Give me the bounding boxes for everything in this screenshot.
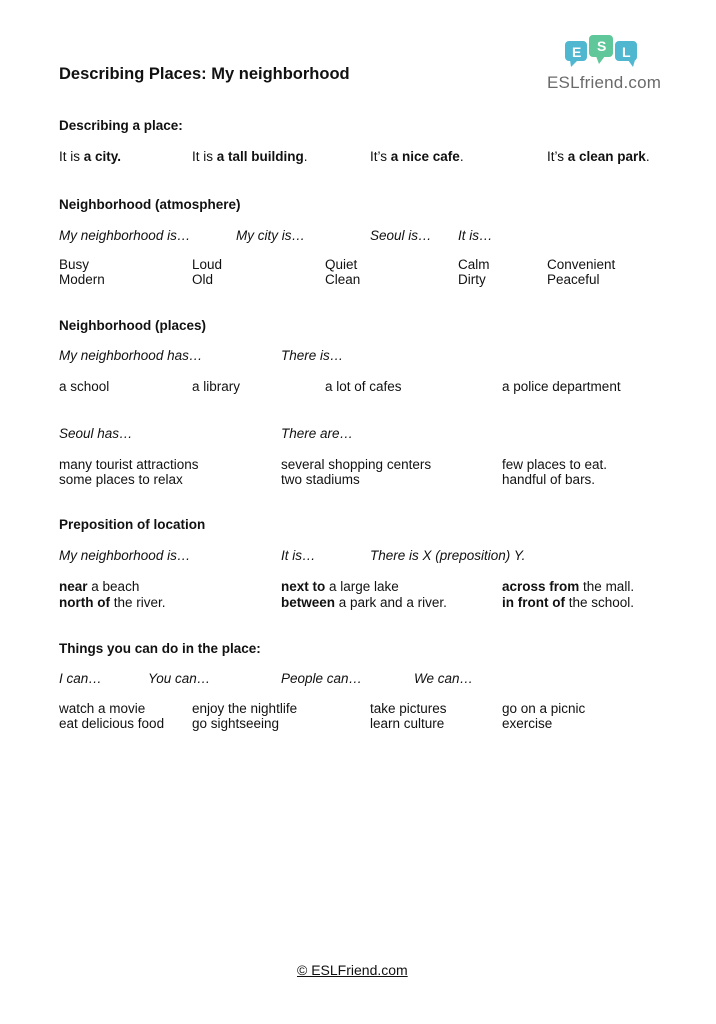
section-heading-activities: Things you can do in the place: [59, 641, 261, 656]
place-item: handful of bars. [502, 472, 596, 487]
adjective: Peaceful [547, 272, 600, 287]
atmosphere-prompt-4: It is… [458, 228, 493, 243]
activity-prompt-4: We can… [414, 671, 474, 686]
activity-prompt-1: I can… [59, 671, 102, 686]
section-heading-atmosphere: Neighborhood (atmosphere) [59, 197, 241, 212]
adjective: Modern [59, 272, 105, 287]
logo-letter-l: L [622, 44, 631, 60]
preposition-phrase: north of the river. [59, 595, 166, 610]
preposition-prompt-3: There is X (preposition) Y. [370, 548, 526, 563]
activity-item: eat delicious food [59, 716, 165, 731]
adjective: Quiet [325, 257, 358, 272]
activity-prompt-2: You can… [148, 671, 211, 686]
place-item: a lot of cafes [325, 379, 402, 394]
describing-sentence-3: It’s a nice cafe. [370, 149, 464, 164]
describing-sentence-2: It is a tall building. [192, 149, 308, 164]
preposition-phrase: across from the mall. [502, 579, 635, 594]
adjective: Calm [458, 257, 490, 272]
section-heading-places: Neighborhood (places) [59, 318, 207, 333]
adjective: Busy [59, 257, 90, 272]
describing-sentence-4: It’s a clean park. [547, 149, 650, 164]
places-prompt-3: Seoul has… [59, 426, 133, 441]
activity-prompt-3: People can… [281, 671, 363, 686]
place-item: a police department [502, 379, 621, 394]
preposition-phrase: in front of the school. [502, 595, 635, 610]
place-item: some places to relax [59, 472, 183, 487]
preposition-prompt-2: It is… [281, 548, 316, 563]
section-heading-describing: Describing a place: [59, 118, 183, 133]
places-prompt-1: My neighborhood has… [59, 348, 203, 363]
adjective: Old [192, 272, 214, 287]
adjective: Convenient [547, 257, 616, 272]
place-item: two stadiums [281, 472, 360, 487]
place-item: many tourist attractions [59, 457, 199, 472]
activity-item: go on a picnic [502, 701, 586, 716]
places-prompt-2: There is… [281, 348, 344, 363]
activity-item: enjoy the nightlife [192, 701, 298, 716]
atmosphere-prompt-3: Seoul is… [370, 228, 432, 243]
atmosphere-prompt-2: My city is… [236, 228, 305, 243]
logo-letter-s: S [597, 38, 607, 54]
atmosphere-prompt-1: My neighborhood is… [59, 228, 191, 243]
places-prompt-4: There are… [281, 426, 354, 441]
logo-letter-e: E [572, 44, 582, 60]
esl-logo [562, 33, 642, 73]
adjective: Dirty [458, 272, 486, 287]
place-item: several shopping centers [281, 457, 432, 472]
logo-site-name: ESLfriend.com [547, 73, 662, 92]
place-item: few places to eat. [502, 457, 608, 472]
describing-sentence-1: It is a city. [59, 149, 122, 164]
activity-item: learn culture [370, 716, 445, 731]
preposition-prompt-1: My neighborhood is… [59, 548, 191, 563]
activity-item: exercise [502, 716, 553, 731]
preposition-phrase: between a park and a river. [281, 595, 447, 610]
preposition-phrase: near a beach [59, 579, 140, 594]
page-title: Describing Places: My neighborhood [59, 65, 350, 83]
preposition-phrase: next to a large lake [281, 579, 399, 594]
activity-item: go sightseeing [192, 716, 280, 731]
activity-item: watch a movie [59, 701, 146, 716]
footer-copyright-link[interactable]: © ESLFriend.com [297, 962, 408, 978]
section-heading-prepositions: Preposition of location [59, 517, 206, 532]
adjective: Clean [325, 272, 361, 287]
activity-item: take pictures [370, 701, 447, 716]
place-item: a school [59, 379, 110, 394]
place-item: a library [192, 379, 241, 394]
adjective: Loud [192, 257, 223, 272]
